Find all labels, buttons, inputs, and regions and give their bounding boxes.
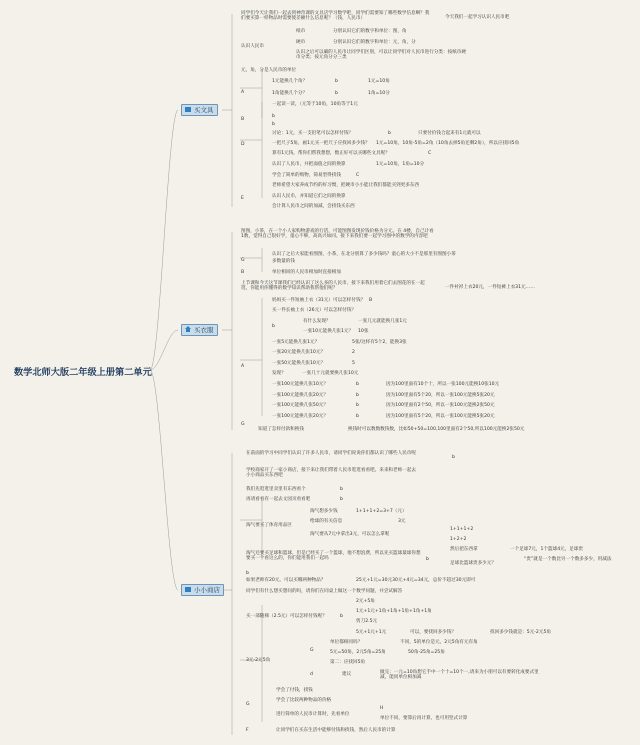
branch-small-store[interactable] — [181, 584, 224, 596]
node-item6-c: 5张/这样有5个2，能换3张 — [352, 340, 407, 345]
node-result: 第二：应找回5角 — [330, 660, 366, 665]
node-g-line: 认识了之后大家能看图图，小茶，在北分别算了多少钱吗？童心的大小不是那里有图图小茶 — [272, 252, 456, 257]
node-buy-c1: 1元+1元+1角+1角+1角+1角+1角 — [356, 609, 432, 614]
node-renminbi: 认识人民币 — [241, 44, 264, 49]
intro-text: 同学们今天让我们一起去到神奇课的文具店学习数学吧，同学们需要知了哪些数学信息啊？我们要买算一样物品时需要使差额什么信息呢？（钱，人民币） — [241, 11, 430, 22]
node-item2-b: b — [272, 324, 275, 329]
node-q1-b: b — [426, 557, 429, 562]
node-q1-c: 然后把东西拿 — [450, 547, 478, 552]
node-buy-b: b — [340, 614, 343, 619]
label-a: A — [241, 90, 245, 95]
node-learned3-c: 单位不同，要算后再计算，也可用竖式计算 — [380, 716, 468, 721]
label-b2: B — [241, 270, 245, 275]
node-coin: 硬币 — [296, 40, 306, 45]
node-q1-g: b — [246, 571, 249, 576]
node-a2: 1角能换几个分？ — [272, 91, 308, 96]
node-b-line: 单位相同的人民币相加时直接相加 — [272, 270, 341, 275]
intro2-text: 图图，小茶，在一个小人家购物游戏的行活，可能图图发现价钱价格为分元。在 4楼，自己计看1数，觉得自己很好学，童心不够，高高兴如同。接下来我们要一起学习图中的数学的内容吧 — [241, 229, 434, 240]
node-pay-b: 可以，要找回多少钱？ — [410, 630, 456, 635]
goal-text: 今天我们一起学习认识人民币吧 — [445, 15, 510, 20]
flag-icon — [185, 587, 191, 592]
label-g: G — [241, 258, 245, 263]
node-step1-b: b — [340, 487, 343, 492]
node-a-r1: 一张100元能换几张10元？ — [272, 382, 328, 387]
node-a-r2: 一张100元能换几张20元？ — [272, 393, 328, 398]
node-calc1: 1+1+1+2 — [450, 527, 474, 532]
node-pay: 5元+1元+1元 — [356, 630, 387, 635]
node-g-line2: 多数量的钱 — [272, 259, 295, 264]
node-item4-c: 10张 — [358, 329, 369, 334]
label-g2: G — [241, 422, 245, 427]
node-a1-c: 1元=10角 — [368, 79, 390, 84]
node-a-r2-b: b — [356, 393, 359, 398]
node-d1: 一把尺子5角，画1元买一把尺子应找回多少钱？ — [272, 141, 370, 146]
node-d6: 认识人民币，并知道它们之间的换算 — [272, 194, 346, 199]
node-a-r4-c: 因为100里面有5个20，所以一张100元能换5张20元 — [386, 414, 495, 419]
node-item8-c: 5 — [352, 361, 355, 366]
node-b4-c: 只要付价钱合起来有1元就可以 — [418, 131, 481, 136]
branch-label: 买文具 — [194, 106, 214, 114]
intro3b-text: 学校商家开了一家小商店，接下来让我们带着人民币逛逛看看吧。来来和老师一起去小小商品买东西吧 — [246, 468, 416, 479]
node-q3: 同学们有什么想买想问的吗，请你们在同桌上做这一个数学问题，并尝试解答 — [246, 589, 403, 594]
node-q3-c: 2元+5角 — [356, 599, 375, 604]
node-step2: 再请看看有一起去文园页看看吧 — [246, 497, 311, 502]
node-q1: 淘气还要买足球和篮球，但是已经买了一个篮球，他不想浪费，所以先买篮球最球你想要买一个看这么的，你们能用我们一起吗 — [246, 551, 421, 562]
label-g3: G — [310, 648, 314, 653]
node-b1: 一起读一读，（元等于10角，10角等于1元 — [272, 102, 358, 107]
node-a-r4-b: b — [356, 414, 359, 419]
node-coin-desc: 分别认识它们的数字和单位：元，角，分 — [333, 40, 416, 45]
node-d2: 算有1元钱，帮你们帮我想想，数正好可以买哪些文具呢？ — [272, 151, 390, 156]
node-d1-c: 1元=10角，10角-5角=2角（10角去掉5角还剩2角），所以应找回5角 — [376, 141, 520, 146]
node-item8: 一张50元能换几张10元？ — [272, 361, 326, 366]
node-d2-c: C — [428, 151, 432, 156]
node-unit: 单位都相同吗？ — [330, 640, 363, 645]
node-b3: b — [272, 122, 275, 127]
node-paper: 纸币 — [296, 29, 306, 34]
node-know-desc: 认识之后可以确的人民币让同学们区别，可以让同学们对人民币进行分类：按纸币硬币分类；按元角分分三类 — [296, 50, 466, 61]
node-summary-c: 换钱时可以数数数钱数，比如50+50=100,100里面有2个50,所以100元能换2张50元 — [348, 427, 525, 432]
label-a2: A — [241, 364, 245, 369]
node-q2: 如果老师有20元，可以买哪两种物品？ — [246, 578, 326, 583]
node-units: 元，角，分是人民币的单位 — [241, 68, 297, 73]
node-left: 3元-2元5角 — [246, 658, 271, 663]
node-a-r1-c: 因为100里面有10个十，所以一张100元能换10张10元 — [386, 382, 500, 387]
node-step2-b: b — [340, 497, 343, 502]
intro2b-text: 上节课和今天这节课我们已经认识了这么多的人民币，接下来我们用着它们去图花的在一起逛，你能用你懂得的数学知识帮助我帮他们呢？ — [241, 281, 425, 292]
node-g1-c: 50角-25角=25角 — [408, 650, 445, 655]
node-balloon: 淘气想多少钱 — [310, 509, 338, 514]
node-a-r3-b: b — [356, 403, 359, 408]
goal2-text: 一件衬衫上衣20元，一件短裤上衣31元…… — [445, 285, 535, 290]
node-buy-c2: 剪刀2.5元 — [356, 619, 378, 624]
node-a-line-c: 一张几十元就要换几张10元 — [302, 371, 359, 376]
node-label1-c: 淘气要从7元中拿出3元，可以怎么拿呢 — [310, 532, 390, 537]
node-q2-c: 25元+1元=30元30元+4元=34元，总价不超过30元即可 — [356, 578, 476, 583]
home-icon — [185, 326, 191, 329]
label-d: D — [241, 142, 245, 147]
node-a-r3-c: 因为100里面有2个50，所以一张100元能换2张50元 — [386, 403, 495, 408]
node-a2-b: b — [335, 91, 338, 96]
node-d4: 学会了简单的购物，简易型得找钱 — [272, 173, 341, 178]
node-a-r4: 一张100元能换几张20元？ — [272, 414, 328, 419]
node-balloon-c: 1+1+1+2=3+7（元） — [356, 509, 407, 514]
node-item1-b: B — [369, 298, 373, 303]
label-b: B — [241, 117, 245, 122]
label-f: F — [246, 728, 249, 733]
node-a1: 1元能换几个角？ — [272, 79, 308, 84]
node-item7-c: 2 — [352, 350, 355, 355]
node-item4: 一张10元能换几张1元？ — [303, 329, 354, 334]
label-e: E — [241, 196, 244, 201]
node-a2-c: 1角=10分 — [368, 91, 390, 96]
node-b4: 讨论：1元，买一支铅笔可以怎样付钱？ — [272, 131, 354, 136]
node-a1-b: b — [335, 79, 338, 84]
branch-label: 小小商店 — [194, 586, 220, 594]
node-paper-desc: 分别认识它们的数字和单位：图，角 — [333, 29, 407, 34]
label-g4: G — [246, 702, 250, 707]
node-info-c: 3元 — [398, 519, 406, 524]
node-summary: 知道了怎样付款和换钱 — [258, 427, 304, 432]
node-learned3-b: H — [380, 706, 384, 711]
node-learned1: 学会了付钱，找钱 — [276, 688, 313, 693]
node-b2: b — [272, 114, 275, 119]
node-a-r3: 一张100元能换几张50元？ — [272, 403, 328, 408]
node-item6: 一张5元能换几张1元？ — [272, 340, 320, 345]
node-q1-d: 一个足球7元，1个篮球4元，足球贵 — [510, 547, 584, 552]
node-label1: 淘气要买了体育用品区 — [246, 523, 292, 528]
node-b4-b: b — [388, 131, 391, 136]
node-d3-c: 1元=10角，1角=10分 — [376, 162, 425, 167]
node-d4-c: C — [356, 173, 360, 178]
branch-buy-stationery[interactable] — [181, 104, 218, 116]
node-q1-e: “贵”就是一个数比另一个数多多少，用减法 — [524, 557, 612, 562]
node-item3: 有什么发现？ — [303, 319, 331, 324]
node-a-line: 发现？ — [272, 371, 286, 376]
node-item7: 一张20元能换几张10元？ — [272, 350, 326, 355]
node-learned3: 进行简单的人民币计算时，先看单位 — [276, 712, 350, 717]
node-unit-c: 不同，5的单位是元，2元5角有元有角 — [400, 640, 478, 645]
label-d3: d — [310, 672, 313, 677]
node-q1-f: 足球比篮球贵多少元？ — [450, 561, 496, 566]
node-step1: 我们先逛逛里卖里有东西看个 — [246, 487, 306, 492]
node-final: 让同学们在买东生活中能够付钱和找钱，然后人民币的计算 — [276, 728, 396, 733]
node-d-c: 建议 — [342, 672, 352, 677]
intro3-b: b — [452, 455, 455, 460]
branch-label: 买衣服 — [194, 326, 214, 334]
branch-buy-clothes[interactable] — [181, 324, 218, 336]
flag-icon — [185, 107, 191, 112]
node-a-r2-c: 因为100里面有5个20，所以一张100元能换5张20元 — [386, 393, 495, 398]
node-item1: 妈妈买一件短袖上衣（31元）可以怎样付钱？ — [272, 298, 366, 303]
node-d3: 认识了人民币，并把面值之间的换算 — [272, 162, 346, 167]
node-pay-c: 找回多少钱就是：5元-2元5角 — [490, 630, 551, 635]
node-learned2: 学会了比较两种物品的价格 — [276, 698, 332, 703]
node-calc2: 1+2+2 — [450, 537, 467, 542]
node-a-r1-b: b — [356, 382, 359, 387]
node-info: 给球的有关信息 — [310, 519, 343, 524]
node-d5: 老师希望大家养成节约的好习惯，把硬币小小能让我们都能买到更多东西 — [272, 183, 420, 188]
node-g1: 5元=50角，2元5角=25角 — [330, 650, 386, 655]
node-buy: 买一部随梯（2.5元）可以怎样付钱呢？ — [246, 614, 327, 619]
node-item2: 买一件长袖上衣（26元）可以怎样付钱？ — [272, 308, 356, 313]
node-d-text: 做完：一元=10角想它手中一个十=10个一,请来为小朋可以有要转化成要式里减，能同单位相加减 — [380, 670, 539, 681]
intro3-text: 在前面的学习中同学们认识了许多人民币，请同学们说说你们都认识了哪些人民币呢 — [246, 451, 416, 456]
node-d7: 会计算人民币之间的加减，会找钱买东西 — [272, 204, 355, 209]
node-item3-c: 一张几元就能换几张1元 — [358, 319, 407, 324]
root-title[interactable]: 数学北师大版二年级上册第二单元 — [14, 367, 152, 378]
